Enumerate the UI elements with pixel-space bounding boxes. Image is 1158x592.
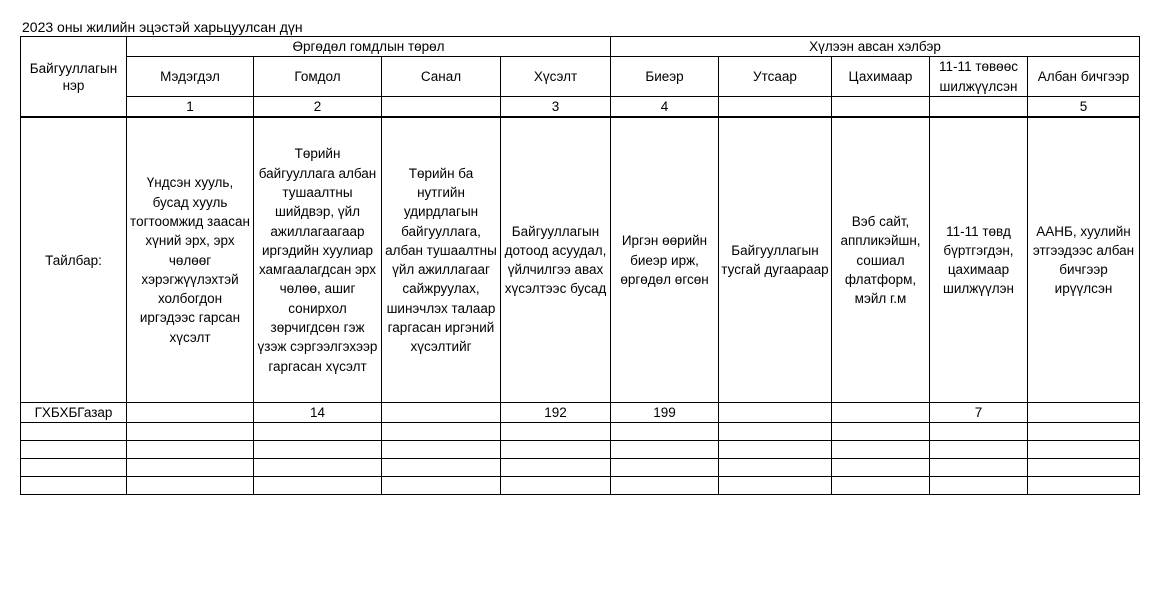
table-cell: 14: [254, 403, 382, 423]
col-number: 1: [127, 96, 254, 117]
empty-cell: [611, 441, 719, 459]
description-cell: Төрийн байгууллага албан тушаалтны шийдвэр, үйл ажиллагаагаар иргэдийн хуулиар хамгаалагдсан эрх чөлөө, ашиг сонирхол зөрчигдсөн гэж үзэж сэргээлгэхээр гаргасан хүсэлт: [254, 117, 382, 403]
column-header-row: [21, 57, 1140, 97]
col-header-gomdol: Гомдол: [254, 57, 382, 97]
col-number: 5: [1028, 96, 1140, 117]
col-number: 4: [611, 96, 719, 117]
empty-cell: [127, 423, 254, 441]
empty-cell: [382, 477, 501, 495]
col-header-sanal: Санал: [382, 57, 501, 97]
col-header-1111: 11-11 төвөөс шилжүүлсэн: [930, 57, 1028, 97]
empty-cell: [832, 423, 930, 441]
empty-cell: [127, 459, 254, 477]
col-header-bieer: Биеэр: [611, 57, 719, 97]
table-cell: [127, 403, 254, 423]
empty-cell: [501, 477, 611, 495]
description-cell: ААНБ, хуулийн этгээдээс албан бичгээр ирүүлсэн: [1028, 117, 1140, 403]
empty-cell: [719, 459, 832, 477]
table-cell: [1028, 403, 1140, 423]
org-name-header: Байгууллагын нэр: [21, 37, 127, 118]
description-cell: Вэб сайт, аппликэйшн, сошиал флатформ, мэйл г.м: [832, 117, 930, 403]
empty-cell: [501, 441, 611, 459]
empty-table-row: [21, 441, 1140, 459]
table-cell: 7: [930, 403, 1028, 423]
empty-cell: [832, 477, 930, 495]
col-number: [832, 96, 930, 117]
col-number: [930, 96, 1028, 117]
empty-cell: [501, 459, 611, 477]
col-number: 3: [501, 96, 611, 117]
table-cell: [832, 403, 930, 423]
empty-cell: [127, 477, 254, 495]
empty-cell: [719, 477, 832, 495]
empty-cell: [501, 423, 611, 441]
empty-cell: [832, 441, 930, 459]
empty-cell: [611, 477, 719, 495]
empty-table-row: [21, 459, 1140, 477]
table-cell: 199: [611, 403, 719, 423]
column-number-row: [21, 96, 1140, 117]
description-label: Тайлбар:: [21, 117, 127, 403]
col-header-tsakhimaar: Цахимаар: [832, 57, 930, 97]
report-title: 2023 оны жилийн эцэстэй харьцуулсан дүн: [22, 19, 303, 35]
col-number: [382, 96, 501, 117]
empty-cell: [254, 441, 382, 459]
col-header-medegdel: Мэдэгдэл: [127, 57, 254, 97]
empty-cell: [1028, 441, 1140, 459]
empty-cell: [21, 459, 127, 477]
empty-cell: [127, 441, 254, 459]
empty-cell: [611, 423, 719, 441]
empty-table-row: [21, 423, 1140, 441]
table-row: [21, 403, 1140, 423]
description-cell: Төрийн ба нутгийн удирдлагын байгууллага, албан тушаалтны үйл ажиллагааг сайжруулах, шинэчлэх талаар гаргасан иргэний хүсэлтийг: [382, 117, 501, 403]
empty-cell: [719, 441, 832, 459]
description-cell: 11-11 төвд бүртгэгдэн, цахимаар шилжүүлэн: [930, 117, 1028, 403]
org-name-cell: ГХБХБГазар: [21, 403, 127, 423]
header-group-row: [21, 37, 1140, 57]
empty-table-row: [21, 477, 1140, 495]
col-number: [719, 96, 832, 117]
empty-cell: [21, 423, 127, 441]
empty-cell: [254, 459, 382, 477]
col-number: 2: [254, 96, 382, 117]
description-cell: Байгууллагын тусгай дугаараар: [719, 117, 832, 403]
empty-cell: [1028, 477, 1140, 495]
empty-cell: [254, 423, 382, 441]
empty-cell: [930, 423, 1028, 441]
empty-cell: [21, 477, 127, 495]
col-header-alban: Албан бичгээр: [1028, 57, 1140, 97]
group-type-header: Өргөдөл гомдлын төрөл: [127, 37, 611, 57]
group-form-header: Хүлээн авсан хэлбэр: [611, 37, 1140, 57]
empty-cell: [382, 459, 501, 477]
empty-cell: [382, 423, 501, 441]
report-table: [20, 36, 1140, 495]
description-cell: Байгууллагын дотоод асуудал, үйлчилгээ авах хүсэлтээс бусад: [501, 117, 611, 403]
description-cell: Үндсэн хууль, бусад хууль тогтоомжид заасан хүний эрх, эрх чөлөөг хэрэгжүүлэхтэй холбогдон иргэдээс гарсан хүсэлт: [127, 117, 254, 403]
empty-cell: [382, 441, 501, 459]
empty-cell: [930, 477, 1028, 495]
table-cell: [719, 403, 832, 423]
empty-cell: [21, 441, 127, 459]
table-cell: 192: [501, 403, 611, 423]
empty-cell: [930, 459, 1028, 477]
empty-cell: [1028, 459, 1140, 477]
empty-cell: [832, 459, 930, 477]
description-cell: Иргэн өөрийн биеэр ирж, өргөдөл өгсөн: [611, 117, 719, 403]
empty-cell: [719, 423, 832, 441]
empty-cell: [611, 459, 719, 477]
table-cell: [382, 403, 501, 423]
col-header-khuselt: Хүсэлт: [501, 57, 611, 97]
empty-cell: [930, 441, 1028, 459]
empty-cell: [254, 477, 382, 495]
col-header-utsaar: Утсаар: [719, 57, 832, 97]
description-row: [21, 117, 1140, 403]
empty-cell: [1028, 423, 1140, 441]
